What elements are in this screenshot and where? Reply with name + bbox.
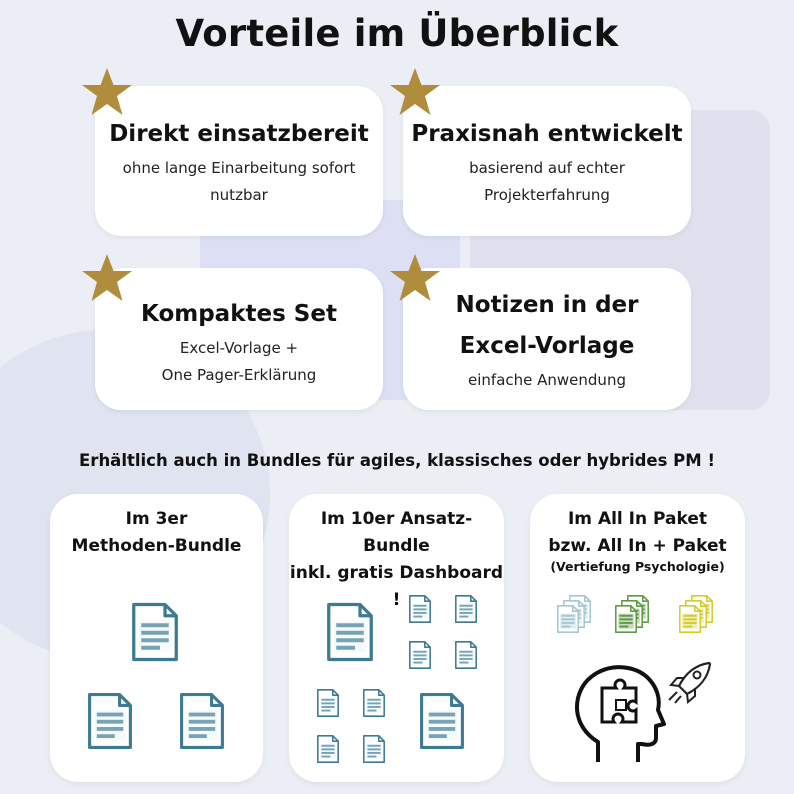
document-icon — [130, 600, 180, 664]
document-stack-icon — [678, 604, 702, 634]
rocket-icon — [665, 660, 713, 706]
advantage-text: ohne lange Einarbeitung sofort — [122, 159, 356, 177]
advantage-text: Excel-Vorlage + — [179, 339, 299, 357]
document-icon — [454, 594, 478, 624]
document-icon — [408, 594, 432, 624]
star-icon — [80, 66, 134, 118]
advantage-heading: Praxisnah entwickelt — [411, 121, 683, 147]
bundle-note: (Vertiefung Psychologie) — [550, 559, 725, 574]
document-icon — [316, 734, 340, 764]
document-icon — [454, 640, 478, 670]
advantage-card — [95, 86, 383, 236]
advantage-text: basierend auf echter — [469, 159, 625, 177]
document-stack-icon — [556, 604, 580, 634]
bundle-title-line: Methoden-Bundle — [71, 536, 242, 556]
bundle-title-line: Im 10er Ansatz-Bundle — [320, 509, 473, 556]
bundle-title — [50, 506, 263, 560]
document-icon — [316, 688, 340, 718]
document-icon — [178, 690, 226, 752]
page-title: Vorteile im Überblick — [175, 12, 619, 55]
advantage-heading: Kompaktes Set — [141, 301, 337, 327]
advantage-card — [403, 86, 691, 236]
bundle-title — [530, 506, 745, 560]
advantage-text: einfache Anwendung — [468, 371, 626, 389]
document-icon — [362, 734, 386, 764]
advantage-text: Projekterfahrung — [484, 186, 610, 204]
bundle-title-line: inkl. gratis Dashboard ! — [289, 563, 504, 610]
advantage-heading: Excel-Vorlage — [459, 333, 635, 359]
bundle-title-line: Im 3er — [125, 509, 188, 529]
document-icon — [418, 690, 466, 752]
document-icon — [408, 640, 432, 670]
advantage-heading: Direkt einsatzbereit — [109, 121, 369, 147]
advantage-text: nutzbar — [210, 186, 268, 204]
star-icon — [388, 66, 442, 118]
advantage-card — [95, 268, 383, 410]
head-puzzle-icon — [570, 662, 666, 766]
document-icon — [86, 690, 134, 752]
advantage-text: One Pager-Erklärung — [161, 366, 317, 384]
star-icon — [388, 252, 442, 304]
bundle-title-line: bzw. All In + Paket — [548, 536, 727, 556]
advantage-heading: Notizen in der — [455, 292, 639, 318]
star-icon — [80, 252, 134, 304]
document-icon — [362, 688, 386, 718]
document-icon — [325, 600, 375, 664]
document-stack-icon — [614, 604, 638, 634]
bundle-title-line: Im All In Paket — [567, 509, 707, 529]
bundle-info: Erhältlich auch in Bundles für agiles, klassisches oder hybrides PM ! — [79, 451, 715, 470]
advantage-card — [403, 268, 691, 410]
